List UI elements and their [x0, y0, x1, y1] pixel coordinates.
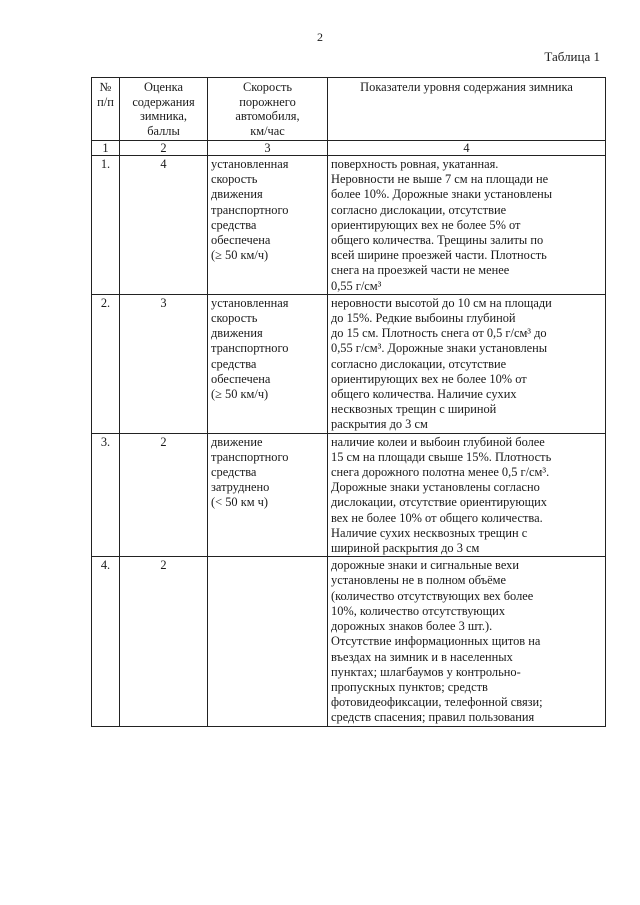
- column-number: 3: [208, 141, 328, 156]
- header-score: Оценка содержания зимника, баллы: [120, 78, 208, 141]
- column-number: 4: [328, 141, 606, 156]
- row-description: дорожные знаки и сигнальные вехи установлены не в полном объёме (количество отсутствующих вех более 10%, количество отсутствующих дорожных знаков более 3 шт.). Отсутствие информационных щитов на въездах на зимник и в населенных пунктах; шлагбаумов у контрольно- пропускных пунктов; средств фотовидеофиксации, телефонной связи; средств спасения; правил пользования: [328, 557, 606, 726]
- table-row: [92, 557, 606, 726]
- row-score: 3: [120, 294, 208, 433]
- row-description: поверхность ровная, укатанная. Неровности не выше 7 см на площади не более 10%. Дорожные знаки установлены согласно дислокации, отсутствие ориентирующих вех не более 5% от общего количества. Трещины залиты по всей ширине проезжей части. Плотность снега на проезжей части не менее 0,55 г/см³: [328, 156, 606, 295]
- row-number: 4.: [92, 557, 120, 726]
- row-score: 2: [120, 433, 208, 557]
- column-number: 2: [120, 141, 208, 156]
- row-speed: установленная скорость движения транспортного средства обеспечена (≥ 50 км/ч): [208, 156, 328, 295]
- row-number: 3.: [92, 433, 120, 557]
- table-caption: Таблица 1: [544, 49, 600, 64]
- row-speed: [208, 557, 328, 726]
- column-number-row: [92, 141, 606, 156]
- row-speed: движение транспортного средства затруднено (< 50 км ч): [208, 433, 328, 557]
- header-number: № п/п: [92, 78, 120, 141]
- winter-road-table: [91, 77, 606, 727]
- row-score: 2: [120, 557, 208, 726]
- row-number: 2.: [92, 294, 120, 433]
- row-description: неровности высотой до 10 см на площади до 15%. Редкие выбоины глубиной до 15 см. Плотность снега от 0,5 г/см³ до 0,55 г/см³. Дорожные знаки установлены согласно дислокации, отсутствие ориентирующих вех не более 10% от общего количества. Наличие сухих несквозных трещин с шириной раскрытия до 3 см: [328, 294, 606, 433]
- header-speed: Скорость порожнего автомобиля, км/час: [208, 78, 328, 141]
- table-row: [92, 433, 606, 557]
- column-number: 1: [92, 141, 120, 156]
- page-number: 2: [317, 30, 323, 44]
- row-speed: установленная скорость движения транспортного средства обеспечена (≥ 50 км/ч): [208, 294, 328, 433]
- row-number: 1.: [92, 156, 120, 295]
- row-description: наличие колеи и выбоин глубиной более 15 см на площади свыше 15%. Плотность снега дорожного полотна менее 0,5 г/см³. Дорожные знаки установлены согласно дислокации, отсутствие ориентирующих вех не более 10% от общего количества. Наличие сухих несквозных трещин с шириной раскрытия до 3 см: [328, 433, 606, 557]
- row-score: 4: [120, 156, 208, 295]
- table-header-row: [92, 78, 606, 141]
- header-indicators: Показатели уровня содержания зимника: [328, 78, 606, 141]
- table-row: [92, 294, 606, 433]
- table-row: [92, 156, 606, 295]
